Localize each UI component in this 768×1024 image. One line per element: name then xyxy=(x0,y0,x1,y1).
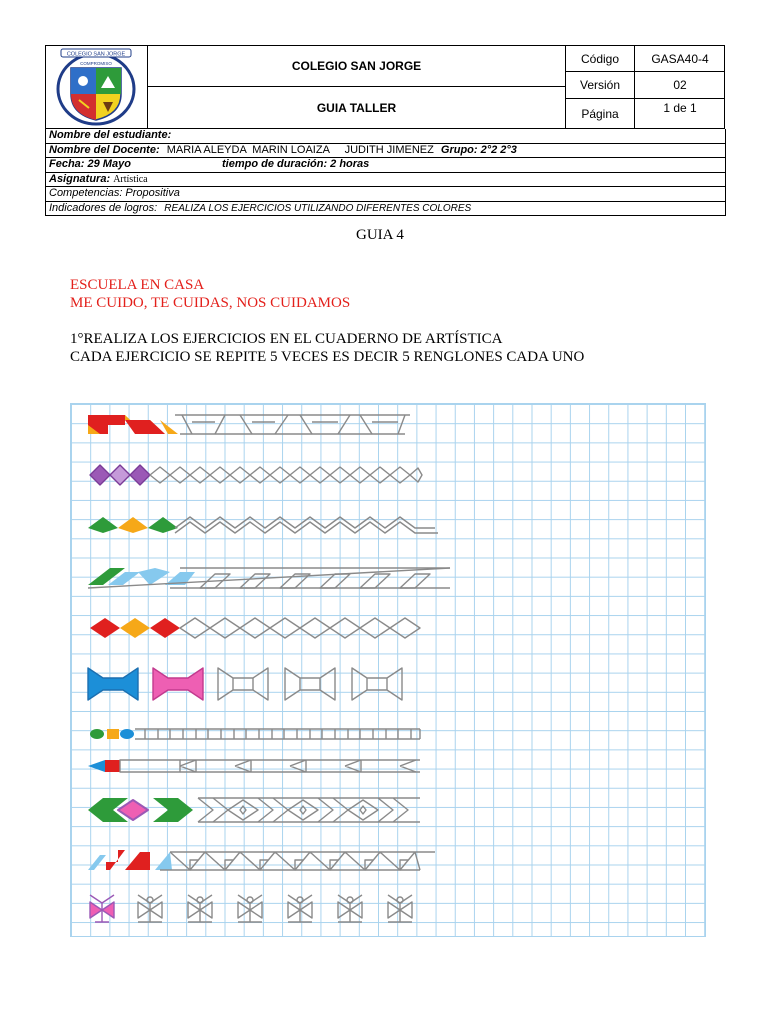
document-type: GUIA TALLER xyxy=(316,100,397,115)
school-name: COLEGIO SAN JORGE xyxy=(291,59,422,73)
pattern-row-4 xyxy=(88,568,450,588)
student-label: Nombre del estudiante: xyxy=(49,129,172,141)
indicators-label: Indicadores de logros: xyxy=(49,201,158,214)
code-value: GASA40-4 xyxy=(651,51,709,66)
logo-top-text: COLEGIO SAN JORGE xyxy=(66,51,126,58)
code-label: Código xyxy=(580,51,620,66)
pattern-row-5 xyxy=(90,618,420,638)
group-label: Grupo: 2°2 2°3 xyxy=(440,143,517,156)
red-line-1: ESCUELA EN CASA xyxy=(70,277,205,293)
duration-label: tiempo de duración: 2 horas xyxy=(221,158,370,170)
version-label: Versión xyxy=(579,78,621,92)
pattern-row-7 xyxy=(90,729,420,739)
competencies: Competencias: Propositiva xyxy=(49,187,180,199)
pattern-row-9 xyxy=(88,798,420,822)
subject-label: Asignatura: xyxy=(49,172,111,185)
subject-value: Artística xyxy=(113,173,148,185)
pattern-row-8 xyxy=(88,760,420,772)
instruction-2: CADA EJERCICIO SE REPITE 5 VECES ES DECIR 5 RENGLONES CADA UNO xyxy=(70,349,585,365)
version-value: 02 xyxy=(673,78,687,92)
red-line-2: ME CUIDO, TE CUIDAS, NOS CUIDAMOS xyxy=(70,295,351,311)
date-label: Fecha: 29 Mayo xyxy=(49,158,131,170)
pattern-row-10 xyxy=(88,850,435,870)
teacher-names: MARIA ALEYDA MARIN LOAIZA JUDITH JIMENEZ xyxy=(166,143,434,156)
guide-title: GUIA 4 xyxy=(356,227,404,243)
pattern-row-3 xyxy=(88,517,438,533)
pattern-row-1 xyxy=(88,415,410,434)
teacher-label: Nombre del Docente: xyxy=(49,143,160,156)
indicators-value: REALIZA LOS EJERCICIOS UTILIZANDO DIFERENTES COLORES xyxy=(164,202,472,214)
pattern-row-6 xyxy=(88,668,402,700)
pattern-row-2 xyxy=(90,465,422,485)
logo-banner-text: COMPROMISO xyxy=(80,61,112,66)
instruction-1: 1°REALIZA LOS EJERCICIOS EN EL CUADERNO DE ARTÍSTICA xyxy=(70,331,503,347)
pattern-row-11 xyxy=(90,895,412,922)
page-label: Página xyxy=(581,106,619,121)
page-value: 1 de 1 xyxy=(663,101,697,115)
